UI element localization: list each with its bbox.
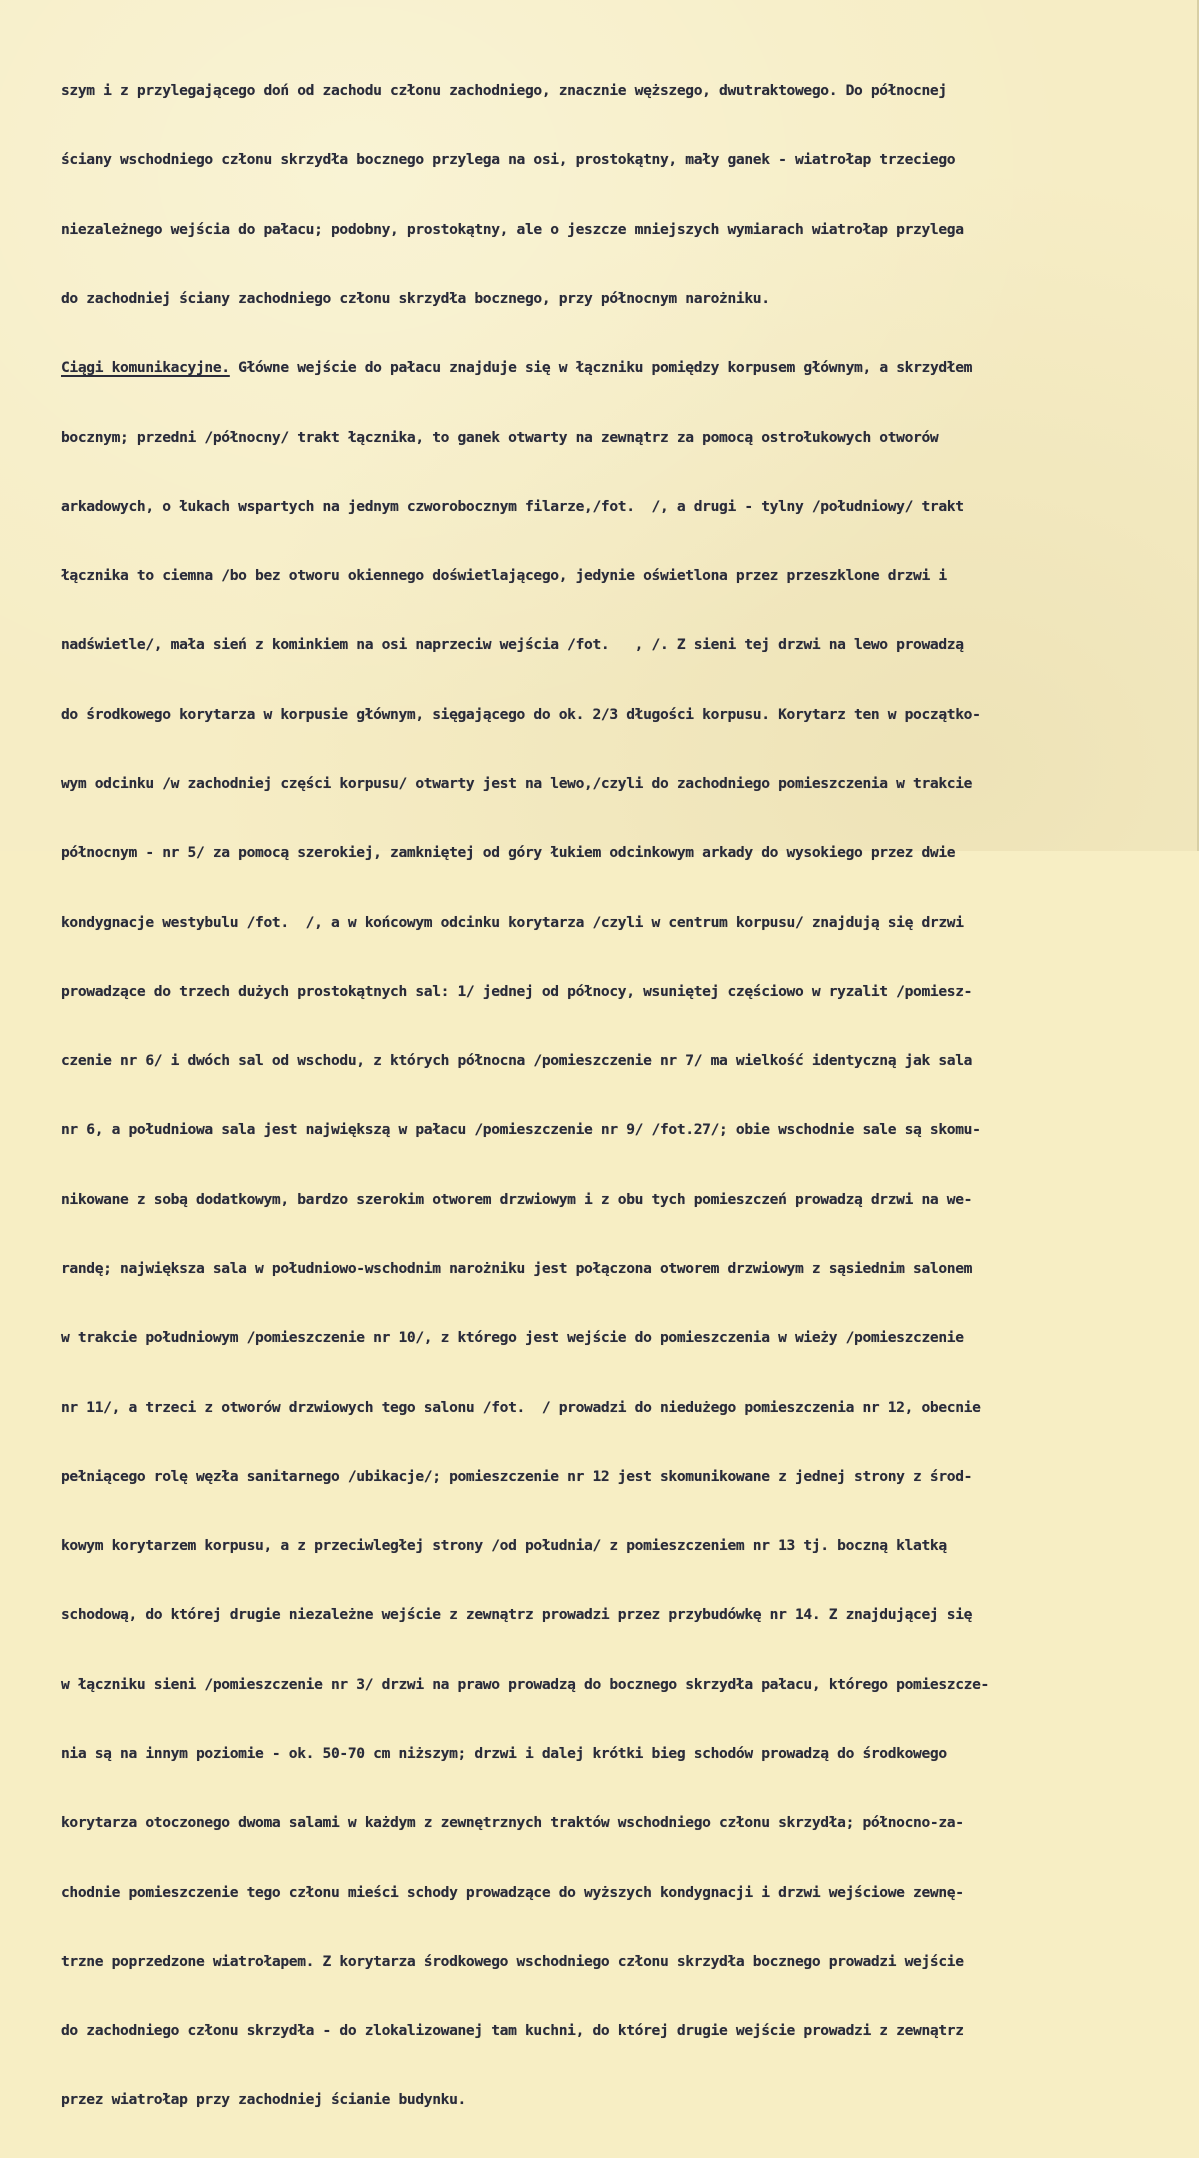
text-line-2: ściany wschodniego członu skrzydła bocznego przylega na osi, prostokątny, mały ganek - wiatrołap trzeciego	[61, 151, 956, 169]
typed-text-block	[61, 33, 1191, 2158]
text-line-15: czenie nr 6/ i dwóch sal od wschodu, z których północna /pomieszczenie nr 7/ ma wielkość identyczną jak sala	[61, 1052, 973, 1070]
text-line-17: nikowane z sobą dodatkowym, bardzo szerokim otworem drzwiowym i z obu tych pomieszczeń prowadzą drzwi na we-	[61, 1190, 973, 1208]
text-line-6: bocznym; przedni /północny/ trakt łącznika, to ganek otwarty na zewnątrz za pomocą ostrołukowych otworów	[61, 428, 939, 446]
text-line-7: arkadowych, o łukach wspartych na jednym czworobocznym filarze,/fot. /, a drugi - tylny /południowy/ trakt	[61, 497, 964, 515]
text-line-18: randę; największa sala w południowo-wschodnim narożniku jest połączona otworem drzwiowym z sąsiednim salonem	[61, 1259, 973, 1277]
text-line-28: trzne poprzedzone wiatrołapem. Z korytarza środkowego wschodniego członu skrzydła bocznego prowadzi wejście	[61, 1952, 964, 1970]
text-line-13: kondygnacje westybulu /fot. /, a w końcowym odcinku korytarza /czyli w centrum korpusu/ znajdują się drzwi	[61, 913, 964, 931]
text-line-23: schodową, do której drugie niezależne wejście z zewnątrz prowadzi przez przybudówkę nr 14. Z znajdującej się	[61, 1606, 973, 1624]
text-line-24: w łączniku sieni /pomieszczenie nr 3/ drzwi na prawo prowadzą do bocznego skrzydła pałacu, którego pomieszcze-	[61, 1675, 989, 1693]
text-line-5-body: Główne wejście do pałacu znajduje się w łączniku pomiędzy korpusem głównym, a skrzydłem	[229, 359, 973, 377]
text-line-26: korytarza otoczonego dwoma salami w każdym z zewnętrznych traktów wschodniego członu skrzydła; północno-za-	[61, 1814, 964, 1832]
text-line-20: nr 11/, a trzeci z otworów drzwiowych tego salonu /fot. / prowadzi do niedużego pomieszczenia nr 12, obecnie	[61, 1398, 981, 1416]
text-line-4: do zachodniej ściany zachodniego członu skrzydła bocznego, przy północnym narożniku.	[61, 290, 770, 308]
text-line-10: do środkowego korytarza w korpusie głównym, sięgającego do ok. 2/3 długości korpusu. Korytarz ten w początko-	[61, 705, 981, 723]
text-line-22: kowym korytarzem korpusu, a z przeciwległej strony /od południa/ z pomieszczeniem nr 13 tj. boczną klatką	[61, 1537, 947, 1555]
text-line-16: nr 6, a południowa sala jest największą w pałacu /pomieszczenie nr 9/ /fot.27/; obie wschodnie sale są skomu-	[61, 1121, 981, 1139]
section-heading: Ciągi komunikacyjne.	[61, 359, 230, 377]
text-line-8: łącznika to ciemna /bo bez otworu okiennego doświetlającego, jedynie oświetlona przez przeszklone drzwi i	[61, 567, 947, 585]
text-line-19: w trakcie południowym /pomieszczenie nr 10/, z którego jest wejście do pomieszczenia w wieży /pomieszczenie	[61, 1329, 964, 1347]
text-line-11: wym odcinku /w zachodniej części korpusu/ otwarty jest na lewo,/czyli do zachodniego pomieszczenia w trakcie	[61, 775, 973, 792]
text-line-1: szym i z przylegającego doń od zachodu członu zachodniego, znacznie węższego, dwutraktowego. Do północnej	[61, 82, 947, 100]
text-line-30: przez wiatrołap przy zachodniej ścianie budynku.	[61, 2091, 466, 2109]
text-line-27: chodnie pomieszczenie tego członu mieści schody prowadzące do wyższych kondygnacji i drzwi wejściowe zewnę-	[61, 1883, 964, 1901]
text-line-3: niezależnego wejścia do pałacu; podobny, prostokątny, ale o jeszcze mniejszych wymiarach wiatrołap przylega	[61, 220, 964, 238]
text-line-5	[61, 356, 1191, 379]
text-line-14: prowadzące do trzech dużych prostokątnych sal: 1/ jednej od północy, wsuniętej częściowo w ryzalit /pomiesz-	[61, 982, 973, 1000]
text-line-29: do zachodniego członu skrzydła - do zlokalizowanej tam kuchni, do której drugie wejście prowadzi z zewnątrz	[61, 2022, 964, 2040]
text-line-25: nia są na innym poziomie - ok. 50-70 cm niższym; drzwi i dalej krótki bieg schodów prowadzą do środkowego	[61, 1744, 947, 1762]
text-line-21: pełniącego rolę węzła sanitarnego /ubikacje/; pomieszczenie nr 12 jest skomunikowane z jednej strony z środ-	[61, 1467, 973, 1485]
text-line-12: północnym - nr 5/ za pomocą szerokiej, zamkniętej od góry łukiem odcinkowym arkady do wysokiego przez dwie	[61, 844, 956, 862]
text-line-9: nadświetle/, mała sień z kominkiem na osi naprzeciw wejścia /fot. , /. Z sieni tej drzwi na lewo prowadzą	[61, 636, 964, 654]
